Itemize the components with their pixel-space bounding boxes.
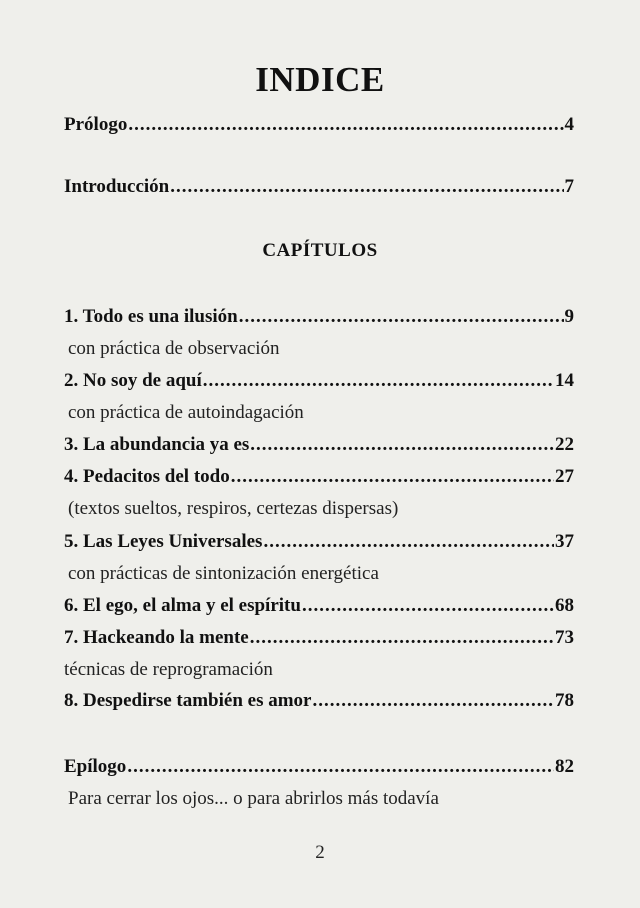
toc-page-number: 4 bbox=[564, 114, 574, 135]
dot-leader bbox=[239, 306, 564, 328]
toc-entry-chapter-8[interactable] bbox=[64, 690, 574, 718]
dot-leader bbox=[231, 466, 554, 488]
dot-leader bbox=[302, 595, 554, 617]
toc-entry-chapter-7[interactable] bbox=[64, 627, 574, 655]
toc-page-number: 82 bbox=[555, 756, 574, 777]
toc-entry-label: Prólogo bbox=[64, 114, 128, 135]
toc-entry-label: 6. El ego, el alma y el espíritu bbox=[64, 595, 301, 616]
toc-entry-label: 1. Todo es una ilusión bbox=[64, 306, 238, 327]
toc-entry-epilogo[interactable] bbox=[64, 756, 574, 784]
dot-leader bbox=[127, 756, 554, 778]
toc-entry-introduccion[interactable] bbox=[64, 176, 574, 204]
page-number: 2 bbox=[315, 842, 325, 863]
toc-entry-chapter-4[interactable] bbox=[64, 466, 574, 494]
toc-page-number: 78 bbox=[555, 690, 574, 711]
toc-page-number: 22 bbox=[555, 434, 574, 455]
toc-subtitle: (textos sueltos, respiros, certezas dispersas) bbox=[68, 498, 399, 519]
toc-entry-label: Introducción bbox=[64, 176, 170, 197]
dot-leader bbox=[203, 370, 554, 392]
toc-page-number: 27 bbox=[555, 466, 574, 487]
dot-leader bbox=[263, 531, 554, 553]
toc-subtitle: con práctica de observación bbox=[68, 338, 280, 359]
toc-entry-label: 8. Despedirse también es amor bbox=[64, 690, 312, 711]
toc-entry-chapter-3[interactable] bbox=[64, 434, 574, 462]
toc-entry-label: 2. No soy de aquí bbox=[64, 370, 202, 391]
toc-entry-label: 4. Pedacitos del todo bbox=[64, 466, 230, 487]
section-heading-capitulos: CAPÍTULOS bbox=[262, 240, 378, 261]
toc-entry-label: 7. Hackeando la mente bbox=[64, 627, 249, 648]
toc-entry-chapter-5[interactable] bbox=[64, 531, 574, 559]
toc-entry-chapter-2[interactable] bbox=[64, 370, 574, 398]
toc-page-number: 7 bbox=[564, 176, 574, 197]
toc-page-number: 68 bbox=[555, 595, 574, 616]
dot-leader bbox=[250, 434, 554, 456]
dot-leader bbox=[128, 114, 563, 136]
toc-subtitle: técnicas de reprogramación bbox=[64, 659, 273, 680]
toc-entry-chapter-6[interactable] bbox=[64, 595, 574, 623]
toc-page-number: 14 bbox=[555, 370, 574, 391]
toc-entry-label: Epílogo bbox=[64, 756, 127, 777]
toc-entry-label: 5. Las Leyes Universales bbox=[64, 531, 263, 552]
toc-page-number: 37 bbox=[555, 531, 574, 552]
dot-leader bbox=[250, 627, 554, 649]
toc-entry-prologo[interactable] bbox=[64, 114, 574, 142]
toc-page-number: 9 bbox=[564, 306, 574, 327]
page-title: INDICE bbox=[255, 60, 385, 99]
dot-leader bbox=[170, 176, 563, 198]
toc-entry-label: 3. La abundancia ya es bbox=[64, 434, 250, 455]
toc-entry-chapter-1[interactable] bbox=[64, 306, 574, 334]
toc-subtitle: con prácticas de sintonización energética bbox=[68, 563, 379, 584]
dot-leader bbox=[313, 690, 555, 712]
toc-subtitle: Para cerrar los ojos... o para abrirlos más todavía bbox=[68, 788, 439, 809]
toc-page-number: 73 bbox=[555, 627, 574, 648]
toc-subtitle: con práctica de autoindagación bbox=[68, 402, 304, 423]
